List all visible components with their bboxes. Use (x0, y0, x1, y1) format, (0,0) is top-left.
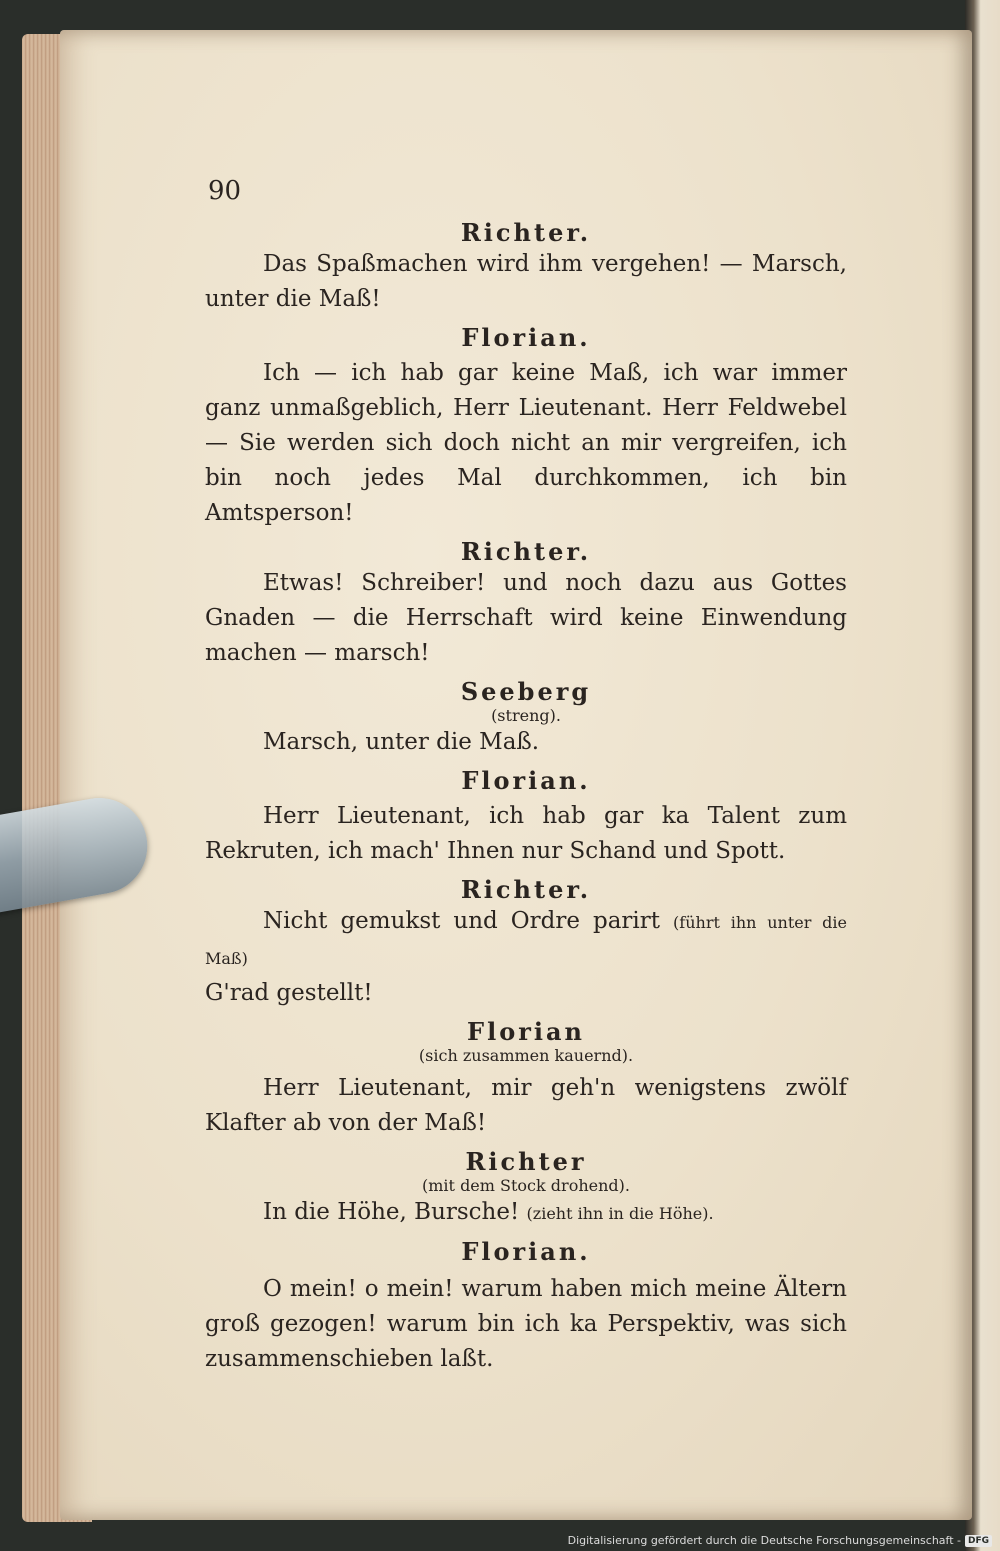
dialogue-line: Ich — ich hab gar keine Maß, ich war immer ganz unmaßgeblich, Herr Lieutenant. Herr Feldwebel — Sie werden sich doch nicht an mir vergreifen, ich bin noch jedes Mal durchkommen, ich bin Amtsperson! (205, 360, 847, 526)
dialogue-line: Herr Lieutenant, ich hab gar ka Talent zum Rekruten, ich mach' Ihnen nur Schand und Spott. (205, 803, 847, 864)
speaker-name: Florian. (461, 323, 591, 352)
dialogue-line (205, 1195, 847, 1231)
speaker-name: Florian. (461, 766, 591, 795)
speaker-name: Richter. (460, 537, 592, 566)
stage-direction: (sich zusammen kauernd). (418, 1046, 634, 1065)
dialogue-line: Etwas! Schreiber! und noch dazu aus Gottes Gnaden — die Herrschaft wird keine Einwendung machen — marsch! (205, 570, 847, 666)
page-text (205, 172, 847, 1377)
digitization-credit (568, 1534, 992, 1547)
speaker-name: Florian (467, 1017, 585, 1046)
speaker-name: Richter (465, 1147, 587, 1176)
stage-direction: (streng). (491, 706, 561, 725)
dialogue-text: In die Höhe, Bursche! (263, 1199, 520, 1225)
speaker-name: Richter. (460, 875, 592, 904)
page-number: 90 (208, 176, 242, 206)
dialogue-line: Herr Lieutenant, mir geh'n wenigstens zwölf Klafter ab von der Maß! (205, 1075, 847, 1136)
dfg-logo-icon: DFG (965, 1535, 992, 1547)
dialogue-line: O mein! o mein! warum haben mich meine Ältern groß gezogen! warum bin ich ka Perspektiv, was sich zusammenschieben laßt. (205, 1276, 847, 1372)
speaker-name: Florian. (461, 1237, 591, 1266)
dialogue-line: Marsch, unter die Maß. (263, 729, 540, 755)
speaker-name: Seeberg (460, 677, 592, 706)
inline-stage-direction: (zieht ihn in die Höhe). (526, 1204, 714, 1223)
inline-stage-direction: (führt ihn unter die Maß) (205, 913, 848, 968)
dialogue-line (205, 904, 847, 976)
stage-direction: (mit dem Stock drohend). (422, 1176, 630, 1195)
dialogue-line: G'rad gestellt! (205, 980, 373, 1006)
speaker-name: Richter. (460, 218, 592, 247)
credit-text: Digitalisierung gefördert durch die Deutsche Forschungsgemeinschaft - (567, 1534, 961, 1547)
dialogue-line: Das Spaßmachen wird ihm vergehen! — Marsch, unter die Maß! (205, 251, 847, 312)
dialogue-text: Nicht gemukst und Ordre parirt (263, 908, 661, 934)
